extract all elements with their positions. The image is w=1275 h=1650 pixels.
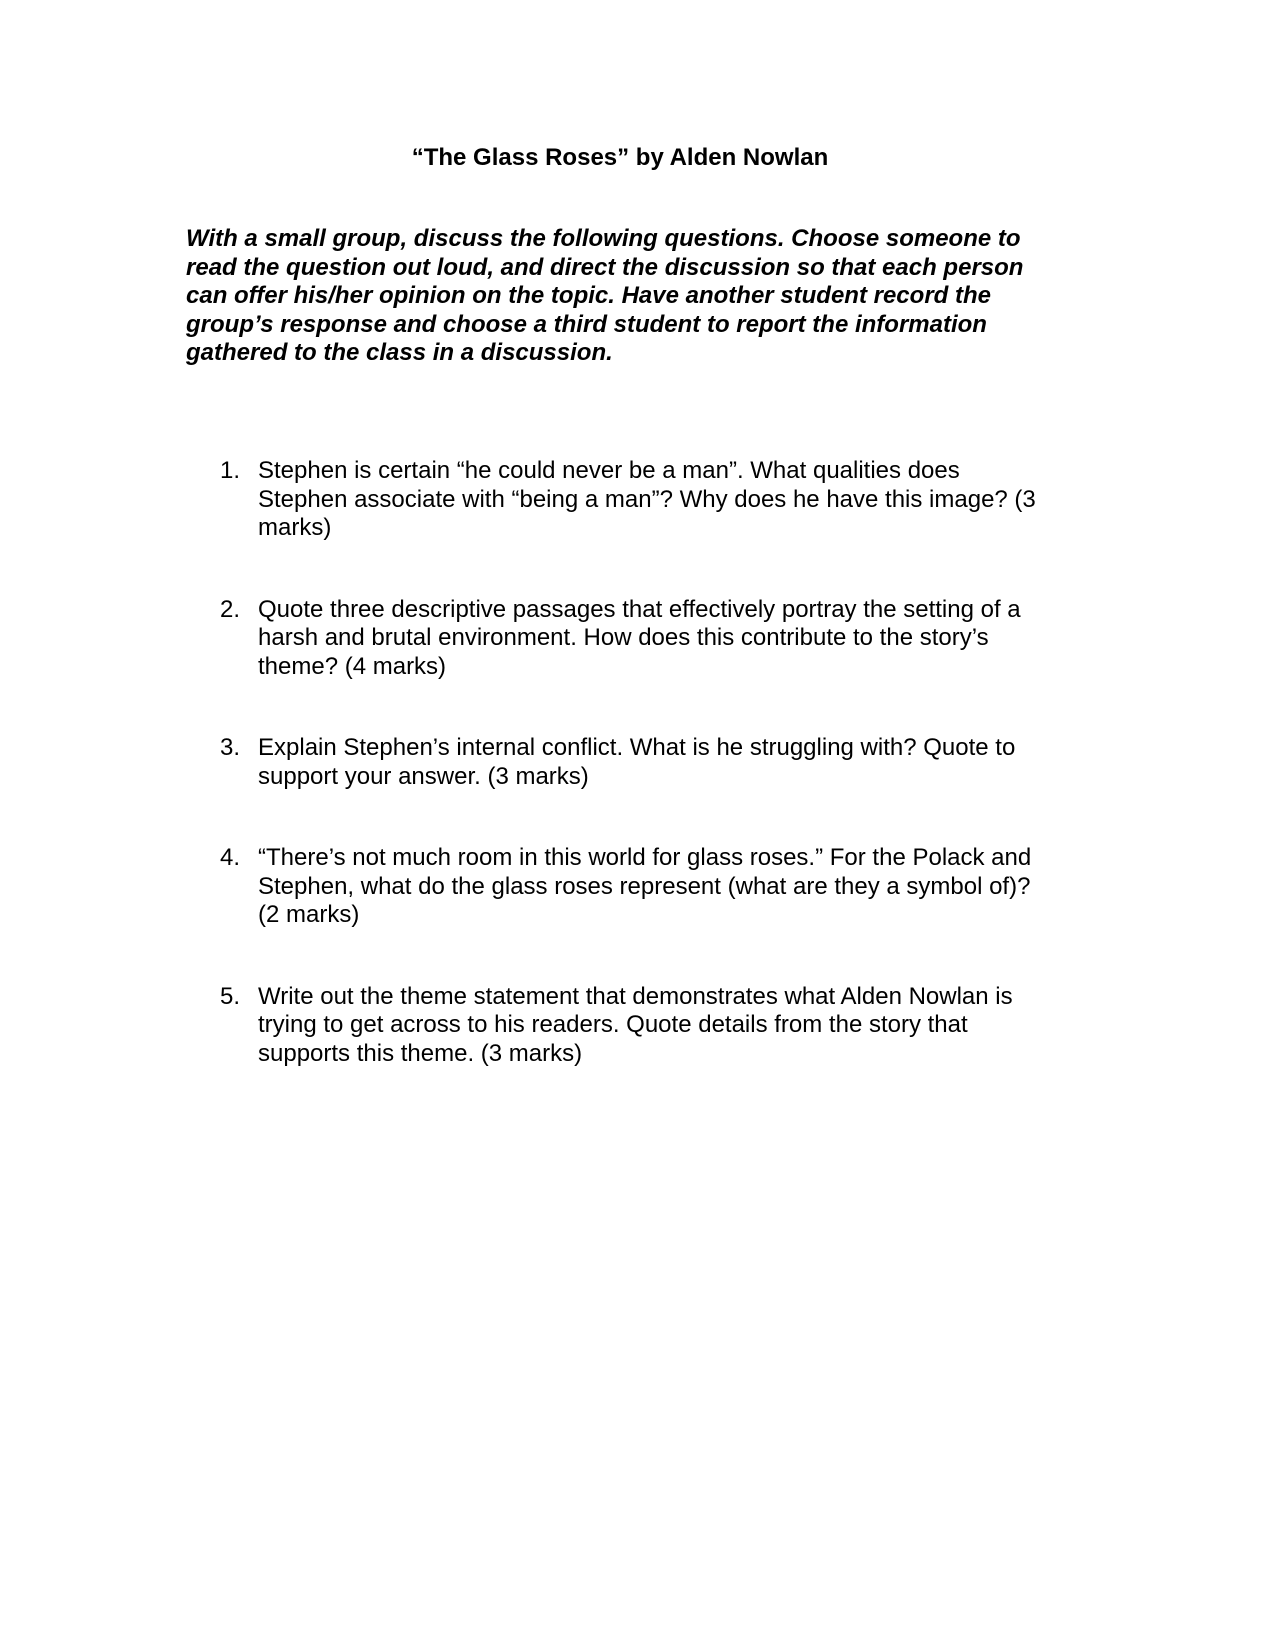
instructions-line: gathered to the class in a discussion. — [186, 339, 613, 366]
question-text-line: marks) — [258, 514, 332, 541]
instructions-line: read the question out loud, and direct the discussion so that each person — [186, 253, 1024, 281]
question-number: 3. — [220, 734, 241, 761]
instructions-line: group’s response and choose a third student to report the information — [186, 310, 987, 338]
instructions-line: can offer his/her opinion on the topic. Have another student record the — [186, 282, 991, 309]
question-text-line: Quote three descriptive passages that effectively portray the setting of a — [258, 595, 1021, 623]
question-item-2 — [220, 596, 1100, 682]
question-item-5 — [220, 983, 1100, 1069]
question-text-line: trying to get across to his readers. Quote details from the story that — [258, 1011, 968, 1038]
question-text-line: Stephen, what do the glass roses represent (what are they a symbol of)? — [258, 872, 1031, 900]
question-text-line: Explain Stephen’s internal conflict. What is he struggling with? Quote to — [258, 734, 1016, 761]
question-text-line: Stephen associate with “being a man”? Why does he have this image? (3 — [258, 485, 1036, 513]
question-text-line: (2 marks) — [258, 901, 360, 928]
question-list — [220, 457, 1100, 1121]
instructions-line: With a small group, discuss the following questions. Choose someone to — [186, 225, 1021, 252]
question-item-1 — [220, 457, 1100, 543]
question-text-line: theme? (4 marks) — [258, 652, 447, 680]
question-text-line: “There’s not much room in this world for glass roses.” For the Polack and — [258, 844, 1032, 871]
question-item-4 — [220, 844, 1100, 930]
question-number: 4. — [220, 844, 241, 871]
question-text-line: Stephen is certain “he could never be a man”. What qualities does — [258, 457, 960, 484]
question-text-line: supports this theme. (3 marks) — [258, 1039, 583, 1067]
question-number: 1. — [220, 457, 241, 484]
question-text-line: Write out the theme statement that demonstrates what Alden Nowlan is — [258, 982, 1013, 1010]
instructions-paragraph — [186, 225, 1086, 368]
question-text-line: harsh and brutal environment. How does this contribute to the story’s — [258, 624, 989, 651]
question-number: 2. — [220, 595, 241, 623]
question-item-3 — [220, 734, 1100, 791]
question-text-line: support your answer. (3 marks) — [258, 762, 589, 790]
document-title: “The Glass Roses” by Alden Nowlan — [411, 144, 829, 171]
question-number: 5. — [220, 982, 241, 1010]
